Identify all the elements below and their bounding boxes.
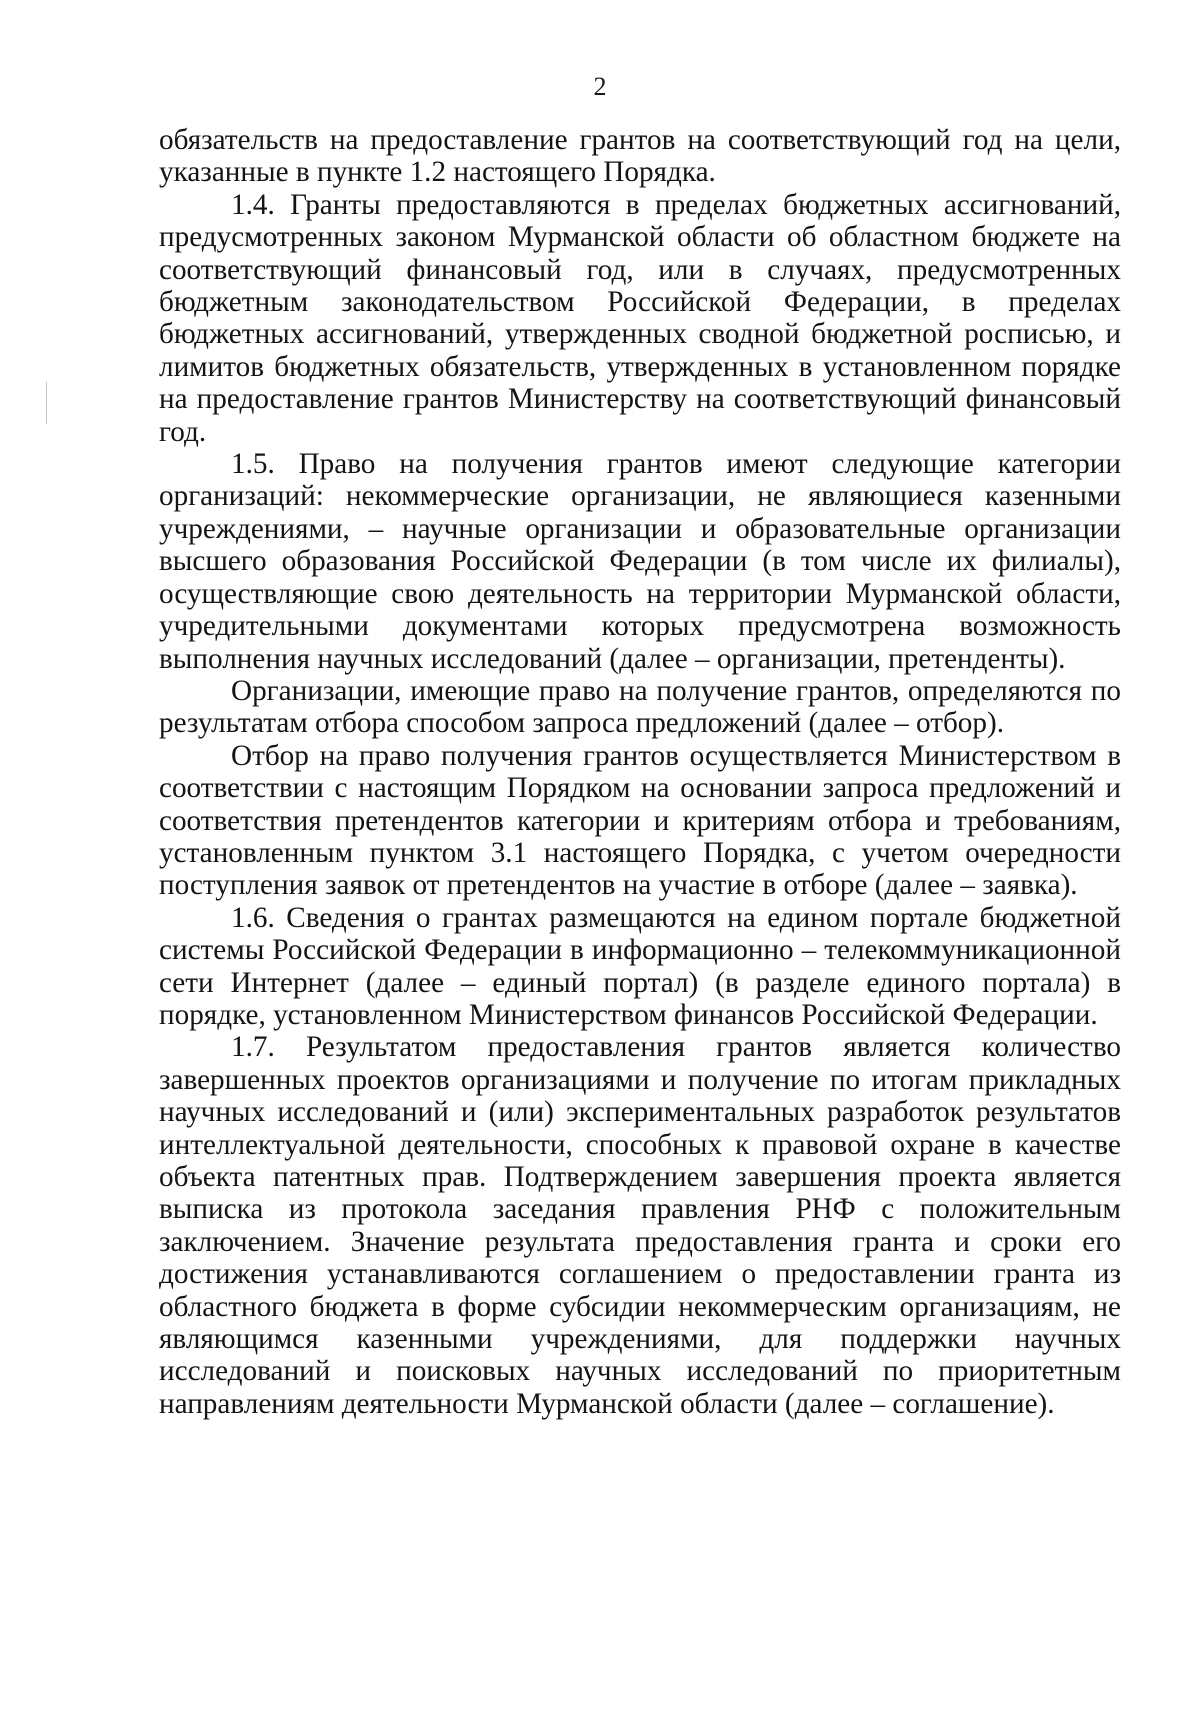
paragraph-selection: Отбор на право получения грантов осуществляется Министерством в соответствии с настоящим Порядком на основании запроса предложений и соответствия претендентов категории и критериям отбора и требованиям, установленным пунктом 3.1 настоящего Порядка, с учетом очередности поступления заявок от претендентов на участие в отборе (далее – заявка). xyxy=(159,739,1121,902)
scan-mark xyxy=(46,382,47,424)
paragraph-1-4: 1.4. Гранты предоставляются в пределах бюджетных ассигнований, предусмотренных законом Мурманской области об областном бюджете на соответствующий финансовый год, или в случаях, предусмотренных бюджетным законодательством Российской Федерации, в пределах бюджетных ассигнований, утвержденных сводной бюджетной росписью, и лимитов бюджетных обязательств, утвержденных в установленном порядке на предоставление грантов Министерству на соответствующий финансовый год. xyxy=(159,188,1121,448)
page-number: 2 xyxy=(593,72,607,101)
paragraph-1-7: 1.7. Результатом предоставления грантов является количество завершенных проектов организациями и получение по итогам прикладных научных исследований и (или) экспериментальных разработок результатов интеллектуальной деятельности, способных к правовой охране в качестве объекта патентных прав. Подтверждением завершения проекта является выписка из протокола заседания правления РНФ с положительным заключением. Значение результата предоставления гранта и сроки его достижения устанавливаются соглашением о предоставлении гранта из областного бюджета в форме субсидии некоммерческим организациям, не являющимся казенными учреждениями, для поддержки научных исследований и поисковых научных исследований по приоритетным направлениям деятельности Мурманской области (далее – соглашение). xyxy=(159,1031,1121,1420)
document-body xyxy=(159,124,1121,1420)
paragraph-1-5: 1.5. Право на получения грантов имеют следующие категории организаций: некоммерческие организации, не являющиеся казенными учреждениями, – научные организации и образовательные организации высшего образования Российской Федерации (в том числе их филиалы), осуществляющие свою деятельность на территории Мурманской области, учредительными документами которых предусмотрена возможность выполнения научных исследований (далее – организации, претенденты). xyxy=(159,448,1121,675)
paragraph-1-6: 1.6. Сведения о грантах размещаются на едином портале бюджетной системы Российской Федерации в информационно – телекоммуникационной сети Интернет (далее – единый портал) (в разделе единого портала) в порядке, установленном Министерством финансов Российской Федерации. xyxy=(159,901,1121,1031)
paragraph-organizations: Организации, имеющие право на получение грантов, определяются по результатам отбора способом запроса предложений (далее – отбор). xyxy=(159,674,1121,740)
paragraph-continuation: обязательств на предоставление грантов на соответствующий год на цели, указанные в пункте 1.2 настоящего Порядка. xyxy=(159,124,1121,189)
